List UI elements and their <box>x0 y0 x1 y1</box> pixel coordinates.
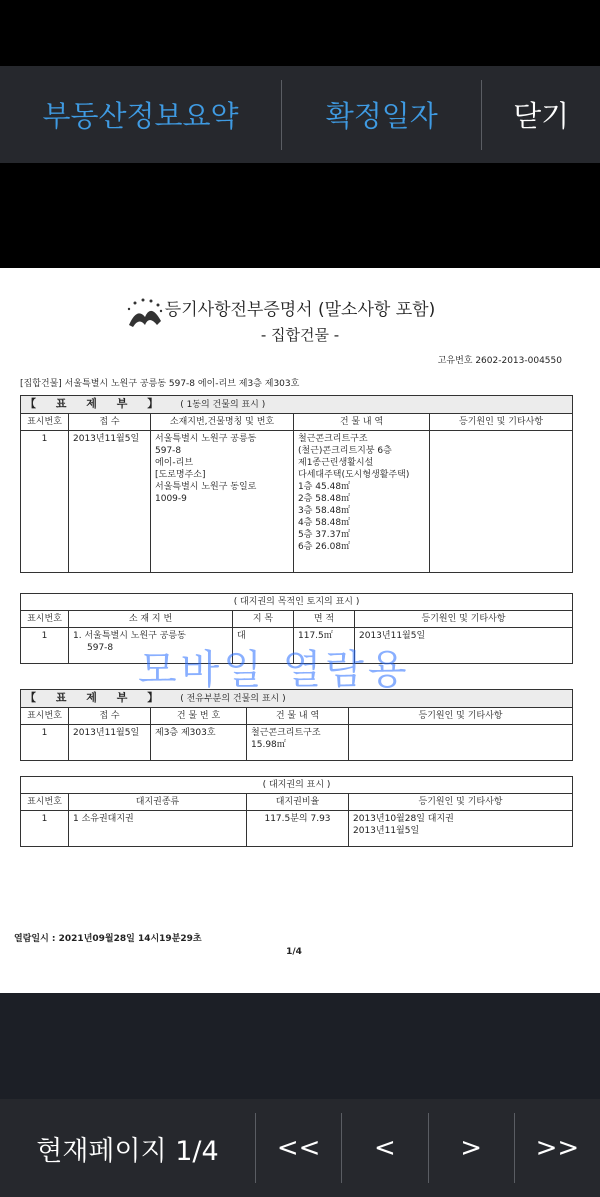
col-header: 표시번호 <box>21 794 69 811</box>
doc-title-main: 등기사항전부증명서 (말소사항 포함) <box>164 300 436 320</box>
close-button[interactable]: 닫기 <box>513 99 570 133</box>
section-header: ( 대지권의 표시 ) <box>21 777 573 794</box>
col-header: 대지권비율 <box>247 794 349 811</box>
col-header: 표시번호 <box>21 414 69 431</box>
col-header: 표시번호 <box>21 611 69 628</box>
bottom-toolbar <box>0 1099 600 1197</box>
col-header: 소재지번,건물명칭 및 번호 <box>151 414 294 431</box>
col-header: 대지권종류 <box>69 794 247 811</box>
row-remarks: 2013년10월28일 대지권 2013년11월5일 <box>349 811 573 847</box>
col-header: 면 적 <box>294 611 355 628</box>
col-header: 등기원인 및 기타사항 <box>355 611 573 628</box>
viewer-background <box>0 993 600 1099</box>
doc-subtitle: - 집합건물 - <box>260 326 340 344</box>
col-header: 등기원인 및 기타사항 <box>349 794 573 811</box>
row-remarks: 2013년11월5일 <box>355 628 573 664</box>
col-header: 등기원인 및 기타사항 <box>349 708 573 725</box>
row-remarks <box>430 431 573 573</box>
unit-table <box>20 689 573 761</box>
col-header: 소 재 지 번 <box>69 611 233 628</box>
col-header: 지 목 <box>233 611 294 628</box>
document-page <box>0 268 600 993</box>
first-page-button[interactable]: << <box>276 1133 321 1163</box>
confirm-date-button[interactable]: 확정일자 <box>325 99 438 133</box>
table-row <box>21 431 573 573</box>
row-unit: 제3층 제303호 <box>151 725 247 761</box>
col-header: 접 수 <box>69 708 151 725</box>
last-page-button[interactable]: >> <box>535 1133 580 1163</box>
address-line: [집합건물] 서울특별시 노원구 공릉동 597-8 에이-리브 제3층 제303호 <box>20 379 300 389</box>
row-number: 1 <box>21 725 69 761</box>
page-number: 1/4 <box>286 947 302 957</box>
building-table <box>20 395 573 573</box>
row-location: 서울특별시 노원구 공릉동 597-8 에이-리브 [도로명주소] 서울특별시 노원구 동일로 1009-9 <box>151 431 294 573</box>
table-row <box>21 725 573 761</box>
print-date: 열람일시 : 2021년09월28일 14시19분29초 <box>14 934 202 944</box>
row-area: 117.5㎡ <box>294 628 355 664</box>
land-table <box>20 593 573 664</box>
row-type: 1 소유권대지권 <box>69 811 247 847</box>
col-header: 건 물 내 역 <box>247 708 349 725</box>
row-number: 1 <box>21 811 69 847</box>
watermark: 모바일 열람용 <box>138 647 411 693</box>
col-header: 등기원인 및 기타사항 <box>430 414 573 431</box>
row-number: 1 <box>21 431 69 573</box>
current-page-label: 현재페이지 1/4 <box>36 1135 219 1167</box>
col-header: 건 물 내 역 <box>294 414 430 431</box>
row-details: 철근콘크리트구조 15.98㎡ <box>247 725 349 761</box>
status-bar <box>0 0 600 66</box>
next-page-button[interactable]: > <box>460 1133 483 1163</box>
section-header: 【 표 제 부 】 ( 전유부분의 건물의 표시 ) <box>21 690 573 708</box>
row-details: 철근콘크리트구조 (철근)콘크리트지붕 6층 제1종근린생활시설 다세대주택(도시형생활주택) 1층 45.48㎡ 2층 58.48㎡ 3층 58.48㎡ 4층 58.48㎡ 5층 37.37㎡ 6층 26.08㎡ <box>294 431 430 573</box>
doc-title <box>0 295 600 345</box>
col-header: 건 물 번 호 <box>151 708 247 725</box>
section-header: ( 대지권의 목적인 토지의 표시 ) <box>21 594 573 611</box>
col-header: 표시번호 <box>21 708 69 725</box>
row-date: 2013년11월5일 <box>69 725 151 761</box>
table-row <box>21 628 573 664</box>
prev-page-button[interactable]: < <box>373 1133 396 1163</box>
land-right-table <box>20 776 573 847</box>
summary-button[interactable]: 부동산정보요약 <box>42 99 239 133</box>
section-header: 【 표 제 부 】 ( 1동의 건물의 표시 ) <box>21 396 573 414</box>
row-number: 1 <box>21 628 69 664</box>
row-remarks <box>349 725 573 761</box>
row-location: 1. 서울특별시 노원구 공릉동 597-8 <box>69 628 233 664</box>
row-date: 2013년11월5일 <box>69 431 151 573</box>
row-category: 대 <box>233 628 294 664</box>
registration-number: 고유번호 2602-2013-004550 <box>437 356 562 366</box>
top-toolbar <box>0 66 600 163</box>
col-header: 접 수 <box>69 414 151 431</box>
row-ratio: 117.5분의 7.93 <box>247 811 349 847</box>
table-row <box>21 811 573 847</box>
